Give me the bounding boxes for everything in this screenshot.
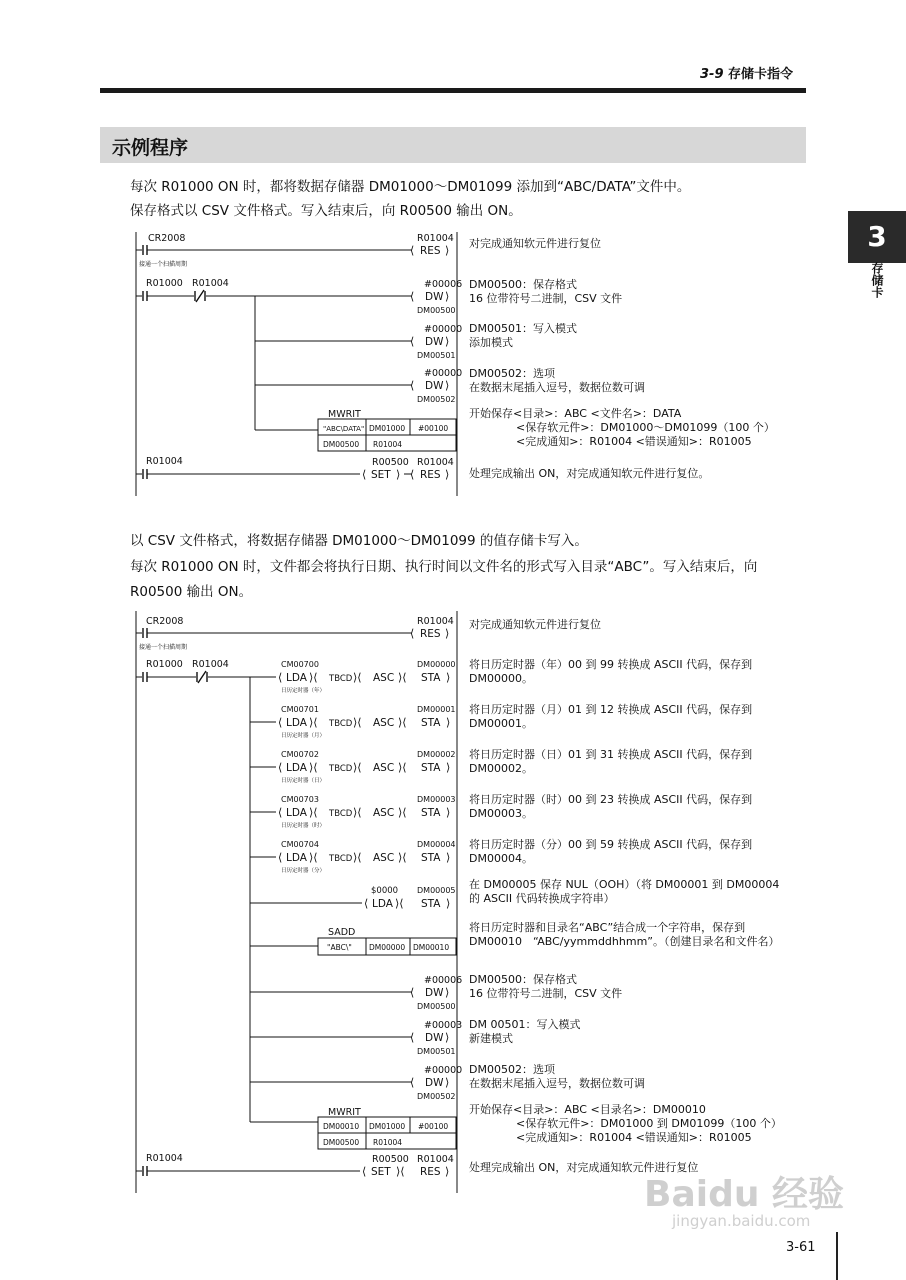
svg-text:⟩: ⟩: [445, 1031, 450, 1044]
mwrit-cell-0: "ABC\DATA": [323, 425, 365, 433]
ex2-comment-dw3-2: 在数据末尾插入逗号，数据位数可调: [469, 1077, 645, 1090]
ex2-comment-day-1: 将日历定时器（日）01 到 31 转换成 ASCII 代码，保存到: [469, 748, 753, 761]
svg-text:⟩: ⟩: [445, 335, 450, 348]
svg-text:⟨: ⟨: [278, 851, 283, 864]
svg-text:TBCD: TBCD: [329, 764, 353, 774]
svg-text:DM00004: DM00004: [417, 840, 456, 849]
sadd-cell-0: "ABC\": [327, 943, 352, 952]
svg-text:DW: DW: [425, 1077, 444, 1089]
svg-text:⟩: ⟩: [445, 986, 450, 999]
svg-text:⟩: ⟩: [445, 379, 450, 392]
svg-text:TBCD: TBCD: [329, 809, 353, 819]
ex2-contact-r01000: R01000: [146, 659, 183, 670]
chapter-tab-number: 3: [848, 211, 906, 263]
svg-text:TBCD: TBCD: [329, 719, 353, 729]
svg-text:⟨: ⟨: [278, 671, 283, 684]
ex1-comment-2a: DM00500：保存格式: [469, 278, 577, 291]
svg-text:⟩: ⟩: [446, 851, 451, 864]
svg-text:DW: DW: [425, 987, 444, 999]
example1-intro-line1: 每次 R01000 ON 时，都将数据存储器 DM01000～DM01099 添加到“ABC/DATA”文件中。: [130, 179, 691, 195]
svg-text:⟩: ⟩: [446, 806, 451, 819]
svg-text:ASC: ASC: [373, 762, 395, 774]
timer-row: [278, 840, 456, 874]
ex2-res1-device: R01004: [417, 616, 454, 627]
dw3-device: DM00502: [417, 395, 456, 404]
ex2-res1-op: RES: [420, 628, 441, 640]
svg-text:CM00703: CM00703: [281, 795, 319, 804]
svg-text:日历定时器（日）: 日历定时器（日）: [281, 778, 326, 784]
svg-text:STA: STA: [421, 852, 441, 864]
ex2-comment-dw1-2: 16 位带符号二进制，CSV 文件: [469, 987, 623, 1000]
ex2-comment-year-1: 将日历定时器（年）00 到 99 转换成 ASCII 代码，保存到: [469, 658, 753, 671]
svg-text:DW: DW: [425, 1032, 444, 1044]
svg-text:⟩⟨: ⟩⟨: [309, 671, 318, 684]
svg-text:⟩⟨: ⟩⟨: [353, 761, 362, 774]
svg-text:⟨: ⟨: [362, 468, 367, 481]
svg-text:STA: STA: [421, 672, 441, 684]
ex2-contact-r01004-b: R01004: [146, 1153, 183, 1164]
ex2-dw1-device: DM00500: [417, 1002, 456, 1011]
ex1-comment-6: 处理完成输出 ON，对完成通知软元件进行复位。: [469, 467, 710, 480]
svg-text:⟩⟨: ⟩⟨: [309, 851, 318, 864]
dw3-op: DW: [425, 380, 444, 392]
svg-text:CM00701: CM00701: [281, 705, 319, 714]
page-number-rule: [836, 1232, 838, 1280]
dw2-value: #00000: [424, 324, 463, 335]
svg-text:⟩: ⟩: [446, 897, 451, 910]
ex2-comment-month-1: 将日历定时器（月）01 到 12 转换成 ASCII 代码，保存到: [469, 703, 753, 716]
timer-row: [278, 660, 456, 694]
nul-dst: DM00005: [417, 886, 456, 895]
svg-text:STA: STA: [421, 807, 441, 819]
svg-text:ASC: ASC: [373, 717, 395, 729]
svg-text:⟨: ⟨: [410, 290, 415, 303]
ex1-comment-1: 对完成通知软元件进行复位: [469, 237, 601, 250]
svg-text:⟨: ⟨: [410, 468, 415, 481]
svg-text:⟨: ⟨: [278, 716, 283, 729]
example2-intro-line1: 以 CSV 文件格式，将数据存储器 DM01000～DM01099 的值存储卡写入。: [130, 533, 588, 549]
svg-text:⟨: ⟨: [410, 986, 415, 999]
ex2-comment-sadd-2: DM00010 “ABC/yymmddhhmm”。（创建目录名和文件名）: [469, 935, 780, 948]
res1-device: R01004: [417, 233, 454, 244]
watermark-brand: Baidu 经验: [644, 1174, 845, 1215]
ex2-mwrit-cell-4: R01004: [373, 1138, 403, 1147]
ex2-comment-year-2: DM00000。: [469, 672, 533, 685]
dw1-op: DW: [425, 291, 444, 303]
svg-text:⟩⟨: ⟩⟨: [353, 716, 362, 729]
ex2-comment-mwrit-2: <保存软元件>：DM01000 到 DM01099（100 个）: [516, 1117, 782, 1130]
ex2-comment-minute-2: DM00004。: [469, 852, 533, 865]
svg-text:⟨: ⟨: [410, 627, 415, 640]
svg-text:⟩: ⟩: [445, 290, 450, 303]
svg-text:SET: SET: [371, 1166, 391, 1178]
mwrit-cell-4: R01004: [373, 440, 403, 449]
ex2-res2-device: R01004: [417, 1154, 454, 1165]
ex2-comment-res1: 对完成通知软元件进行复位: [469, 618, 601, 631]
example1-intro-line2: 保存格式以 CSV 文件格式。写入结束后，向 R00500 输出 ON。: [130, 203, 522, 219]
svg-text:⟩⟨: ⟩⟨: [395, 897, 404, 910]
ex1-comment-4b: 在数据末尾插入逗号，数据位数可调: [469, 381, 645, 394]
svg-text:ASC: ASC: [373, 672, 395, 684]
contact-r01004: R01004: [192, 278, 229, 289]
svg-text:⟩⟨: ⟩⟨: [353, 671, 362, 684]
svg-text:LDA: LDA: [286, 672, 307, 684]
ex2-mwrit-cell-2: #00100: [418, 1122, 449, 1131]
header-section-no: 3-9: [700, 67, 724, 82]
svg-text:⟨: ⟨: [364, 897, 369, 910]
svg-text:RES: RES: [420, 1166, 441, 1178]
sadd-name: SADD: [328, 927, 356, 938]
ex2-dw3-value: #00000: [424, 1065, 463, 1076]
svg-text:ASC: ASC: [373, 852, 395, 864]
set-device: R00500: [372, 457, 409, 468]
svg-text:⟨: ⟨: [278, 761, 283, 774]
ex2-comment-nul-2: 的 ASCII 代码转换成字符串）: [469, 892, 615, 905]
ex1-comment-3b: 添加模式: [469, 336, 513, 349]
sadd-cell-2: DM00010: [413, 943, 450, 952]
svg-text:⟩: ⟩: [446, 761, 451, 774]
page-number: 3-61: [786, 1240, 816, 1255]
ex1-comment-4a: DM00502：选项: [469, 367, 555, 380]
svg-text:⟩: ⟩: [396, 468, 401, 481]
ex1-comment-2b: 16 位带符号二进制，CSV 文件: [469, 292, 623, 305]
ex2-comment-mwrit-3: <完成通知>：R01004 <错误通知>：R01005: [516, 1131, 752, 1144]
svg-text:⟨: ⟨: [410, 335, 415, 348]
timer-src: CM00700: [281, 660, 319, 669]
mwrit-name: MWRIT: [328, 409, 361, 420]
svg-text:⟨: ⟨: [410, 1031, 415, 1044]
res1-op: RES: [420, 245, 441, 257]
res2-op: RES: [420, 469, 441, 481]
ex1-comment-5c: <完成通知>：R01004 <错误通知>：R01005: [516, 435, 752, 448]
timer-note: 日历定时器（年）: [281, 688, 326, 694]
section-heading: 示例程序: [112, 137, 189, 159]
svg-text:⟩⟨: ⟩⟨: [398, 716, 407, 729]
ex2-dw3-device: DM00502: [417, 1092, 456, 1101]
ex2-comment-sadd-1: 将日历定时器和目录名“ABC”结合成一个字符串，保存到: [469, 921, 746, 934]
svg-text:LDA: LDA: [372, 898, 393, 910]
timer-dst: DM00000: [417, 660, 456, 669]
dw1-device: DM00500: [417, 306, 456, 315]
ex2-comment-dw1-1: DM00500：保存格式: [469, 973, 577, 986]
mwrit-cell-3: DM00500: [323, 440, 360, 449]
ex2-comment-hour-2: DM00003。: [469, 807, 533, 820]
contact-cr2008: CR2008: [148, 233, 186, 244]
set-op: SET: [371, 469, 391, 481]
nul-src: $0000: [371, 886, 399, 896]
svg-text:CM00702: CM00702: [281, 750, 319, 759]
timer-row: [278, 750, 456, 784]
svg-text:⟨: ⟨: [410, 1076, 415, 1089]
dw3-value: #00000: [424, 368, 463, 379]
timer-row: [278, 795, 456, 829]
ex2-comment-dw2-1: DM 00501：写入模式: [469, 1018, 581, 1031]
ex2-set-device: R00500: [372, 1154, 409, 1165]
svg-text:LDA: LDA: [286, 852, 307, 864]
ex2-mwrit-cell-0: DM00010: [323, 1122, 360, 1131]
contact-cr2008-note: 接通一个扫描周期: [139, 261, 188, 268]
watermark-url: jingyan.baidu.com: [672, 1212, 811, 1230]
chapter-tab-label: 存储卡: [870, 262, 884, 298]
svg-text:⟨: ⟨: [410, 379, 415, 392]
timer-row: [278, 705, 456, 739]
ex2-comment-nul-1: 在 DM00005 保存 NUL（OOH）（将 DM00001 到 DM00004: [469, 878, 780, 891]
ex2-mwrit-cell-3: DM00500: [323, 1138, 360, 1147]
svg-text:STA: STA: [421, 898, 441, 910]
svg-text:⟩⟨: ⟩⟨: [398, 851, 407, 864]
contact-r01004-b: R01004: [146, 456, 183, 467]
ex2-comment-final: 处理完成输出 ON，对完成通知软元件进行复位: [469, 1161, 699, 1174]
ex2-contact-cr2008: CR2008: [146, 616, 184, 627]
res2-device: R01004: [417, 457, 454, 468]
svg-text:⟨: ⟨: [278, 806, 283, 819]
ex2-comment-minute-1: 将日历定时器（分）00 到 59 转换成 ASCII 代码，保存到: [469, 838, 753, 851]
ex2-comment-month-2: DM00001。: [469, 717, 533, 730]
svg-text:⟩⟨: ⟩⟨: [309, 716, 318, 729]
svg-text:⟩: ⟩: [446, 716, 451, 729]
svg-text:LDA: LDA: [286, 807, 307, 819]
svg-text:⟩⟨: ⟩⟨: [309, 761, 318, 774]
ex2-contact-cr2008-note: 接通一个扫描周期: [139, 644, 188, 651]
svg-text:LDA: LDA: [286, 717, 307, 729]
svg-text:DM00001: DM00001: [417, 705, 456, 714]
svg-text:STA: STA: [421, 762, 441, 774]
svg-text:DM00003: DM00003: [417, 795, 456, 804]
ex2-comment-day-2: DM00002。: [469, 762, 533, 775]
svg-text:⟩: ⟩: [446, 671, 451, 684]
svg-text:DM00002: DM00002: [417, 750, 456, 759]
svg-text:⟩: ⟩: [445, 1076, 450, 1089]
dw2-device: DM00501: [417, 351, 456, 360]
svg-text:日历定时器（分）: 日历定时器（分）: [281, 868, 326, 874]
svg-text:⟩: ⟩: [445, 244, 450, 257]
ex2-dw2-device: DM00501: [417, 1047, 456, 1056]
svg-text:⟨: ⟨: [362, 1165, 367, 1178]
ex2-mwrit-name: MWRIT: [328, 1107, 361, 1118]
svg-text:⟩⟨: ⟩⟨: [398, 671, 407, 684]
svg-text:ASC: ASC: [373, 807, 395, 819]
header-section-title: 存储卡指令: [728, 67, 794, 82]
svg-text:TBCD: TBCD: [329, 854, 353, 864]
svg-text:⟩: ⟩: [445, 627, 450, 640]
ex2-comment-dw2-2: 新建模式: [469, 1032, 513, 1045]
example2-intro-line3: R00500 输出 ON。: [130, 584, 253, 600]
mwrit-cell-1: DM01000: [369, 424, 406, 433]
mwrit-cell-2: #00100: [418, 424, 449, 433]
dw2-op: DW: [425, 336, 444, 348]
dw1-value: #00006: [424, 279, 463, 290]
contact-r01000: R01000: [146, 278, 183, 289]
example2-intro-line2: 每次 R01000 ON 时，文件都会将执行日期、执行时间以文件名的形式写入目录“ABC”。写入结束后，向: [130, 559, 758, 575]
svg-text:日历定时器（月）: 日历定时器（月）: [281, 733, 326, 739]
ex2-dw2-value: #00003: [424, 1020, 463, 1031]
svg-text:日历定时器（时）: 日历定时器（时）: [281, 823, 326, 829]
svg-text:STA: STA: [421, 717, 441, 729]
svg-text:CM00704: CM00704: [281, 840, 319, 849]
svg-text:⟩: ⟩: [445, 468, 450, 481]
svg-text:⟩⟨: ⟩⟨: [353, 806, 362, 819]
ex1-comment-3a: DM00501：写入模式: [469, 322, 577, 335]
svg-text:⟩: ⟩: [445, 1165, 450, 1178]
ex2-dw1-value: #00006: [424, 975, 463, 986]
svg-text:LDA: LDA: [286, 762, 307, 774]
ex2-mwrit-cell-1: DM01000: [369, 1122, 406, 1131]
svg-text:⟩⟨: ⟩⟨: [396, 1165, 405, 1178]
svg-text:⟩⟨: ⟩⟨: [398, 806, 407, 819]
svg-text:⟨: ⟨: [410, 244, 415, 257]
ex1-comment-5a: 开始保存<目录>：ABC <文件名>：DATA: [469, 407, 682, 420]
svg-text:⟩⟨: ⟩⟨: [398, 761, 407, 774]
sadd-cell-1: DM00000: [369, 943, 406, 952]
ex2-comment-dw3-1: DM00502：选项: [469, 1063, 555, 1076]
svg-text:⟩⟨: ⟩⟨: [353, 851, 362, 864]
ex2-comment-hour-1: 将日历定时器（时）00 到 23 转换成 ASCII 代码，保存到: [469, 793, 753, 806]
svg-text:⟩⟨: ⟩⟨: [309, 806, 318, 819]
ex2-contact-r01004: R01004: [192, 659, 229, 670]
ex1-comment-5b: <保存软元件>：DM01000～DM01099（100 个）: [516, 421, 775, 434]
ex2-comment-mwrit-1: 开始保存<目录>：ABC <目录名>：DM00010: [469, 1103, 706, 1116]
svg-text:TBCD: TBCD: [329, 674, 353, 684]
